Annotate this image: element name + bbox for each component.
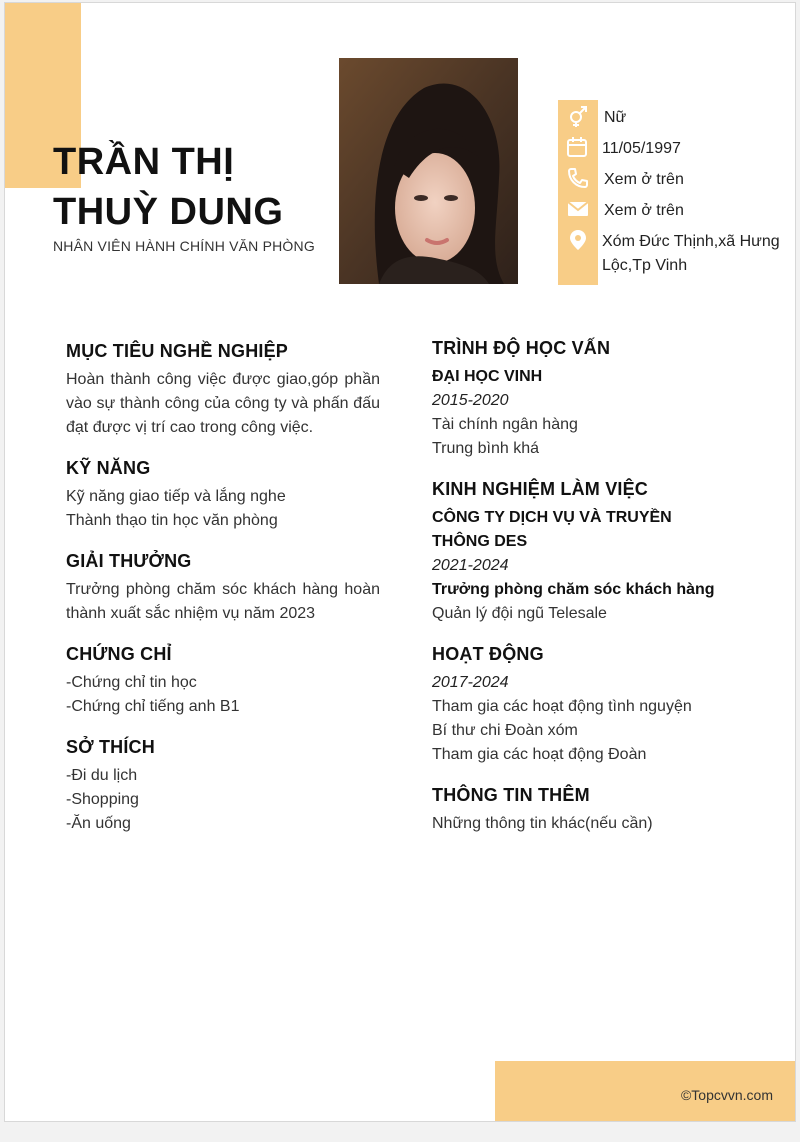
certificate-item: -Chứng chỉ tin học [66, 674, 197, 691]
candidate-name [53, 137, 283, 237]
birthday-value: 11/05/1997 [602, 140, 681, 157]
left-column [66, 339, 380, 852]
experience-description: Quản lý đội ngũ Telesale [432, 605, 607, 622]
education-grade: Trung bình khá [432, 440, 540, 457]
additional-info-section [432, 783, 732, 836]
experience-position: Trưởng phòng chăm sóc khách hàng [432, 581, 715, 598]
email-icon [566, 197, 590, 221]
hobbies-section [66, 735, 380, 836]
activity-item: Tham gia các hoạt động Đoàn [432, 746, 647, 763]
phone-icon [566, 166, 590, 190]
location-pin-icon [566, 228, 590, 252]
awards-text: Trưởng phòng chăm sóc khách hàng hoàn thành xuất sắc nhiệm vụ năm 2023 [66, 581, 380, 622]
skill-item: Thành thạo tin học văn phòng [66, 512, 278, 529]
company-name: CÔNG TY DỊCH VỤ VÀ TRUYỀN THÔNG DES [432, 509, 672, 550]
info-address [558, 226, 778, 278]
experience-section [432, 477, 732, 626]
experience-period: 2021-2024 [432, 557, 509, 574]
info-gender [558, 102, 778, 130]
education-major: Tài chính ngân hàng [432, 416, 578, 433]
hobbies-title: SỞ THÍCH [66, 737, 155, 757]
certificates-section [66, 642, 380, 719]
experience-title: KINH NGHIỆM LÀM VIỆC [432, 479, 649, 499]
skill-item: Kỹ năng giao tiếp và lắng nghe [66, 488, 286, 505]
hobby-item: -Shopping [66, 791, 139, 808]
education-section [432, 336, 732, 461]
calendar-icon [566, 135, 590, 159]
right-column [432, 336, 732, 852]
certificate-item: -Chứng chỉ tiếng anh B1 [66, 698, 240, 715]
name-line-1: TRẦN THỊ [53, 141, 235, 183]
hobby-item: -Ăn uống [66, 815, 131, 832]
awards-title: GIẢI THƯỞNG [66, 551, 192, 571]
hobby-item: -Đi du lịch [66, 767, 138, 784]
additional-info-title: THÔNG TIN THÊM [432, 785, 590, 805]
gender-icon [566, 104, 590, 128]
email-value: Xem ở trên [604, 202, 684, 219]
school-name: ĐẠI HỌC VINH [432, 368, 543, 385]
education-title: TRÌNH ĐỘ HỌC VẤN [432, 338, 611, 358]
skills-title: KỸ NĂNG [66, 458, 151, 478]
objective-text: Hoàn thành công việc được giao,góp phần vào sự thành công của công ty và phấn đấu đạt được vị trí cao trong công việc. [66, 371, 380, 436]
activities-title: HOẠT ĐỘNG [432, 644, 544, 664]
info-email [558, 195, 778, 223]
activities-section [432, 642, 732, 767]
activity-item: Tham gia các hoạt động tình nguyện [432, 698, 692, 715]
gender-value: Nữ [604, 109, 627, 126]
objective-title: MỤC TIÊU NGHỀ NGHIỆP [66, 341, 289, 361]
job-title: NHÂN VIÊN HÀNH CHÍNH VĂN PHÒNG [53, 238, 315, 254]
awards-section [66, 549, 380, 626]
profile-photo-image [339, 58, 518, 284]
profile-photo [339, 58, 518, 284]
info-phone [558, 164, 778, 192]
address-value: Xóm Đức Thịnh,xã Hưng Lộc,Tp Vinh [602, 233, 780, 274]
activities-period: 2017-2024 [432, 674, 509, 691]
name-line-2: THUỲ DUNG [53, 191, 284, 233]
skills-section [66, 456, 380, 533]
activity-item: Bí thư chi Đoàn xóm [432, 722, 578, 739]
info-birthday [558, 133, 778, 161]
education-period: 2015-2020 [432, 392, 509, 409]
copyright-text: ©Topcvvn.com [680, 1087, 773, 1103]
cv-page [4, 2, 796, 1122]
certificates-title: CHỨNG CHỈ [66, 644, 172, 664]
additional-info-text: Những thông tin khác(nếu cần) [432, 815, 653, 832]
phone-value: Xem ở trên [604, 171, 684, 188]
objective-section [66, 339, 380, 440]
